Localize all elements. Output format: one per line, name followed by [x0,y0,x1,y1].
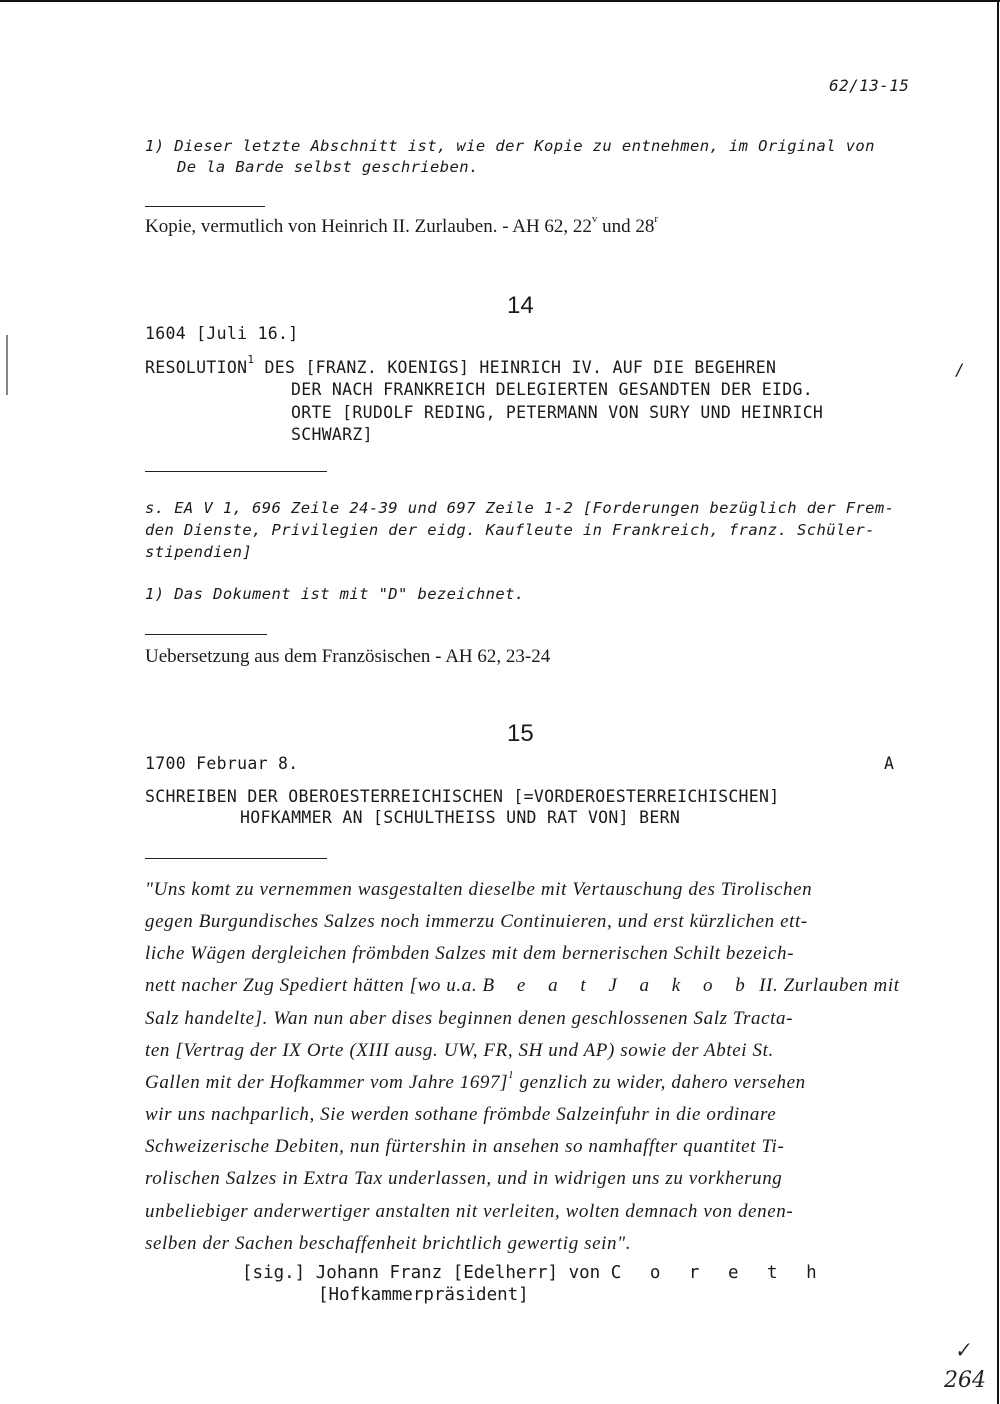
doc15-letter: A [884,754,895,773]
page-top-edge [0,0,1000,2]
spaced-name-beat-jakob: B e a t J a k o b [482,975,754,996]
doc14-title-word: RESOLUTION [145,358,248,377]
doc13-source-text: Kopie, vermutlich von Heinrich II. Zurlauben. - AH 62, 22 [145,216,592,237]
quote-line: gegen Burgundisches Salzes noch immerzu Continuieren, und erst kürzlichen ett- [145,911,808,932]
margin-slash-mark: / [955,360,965,379]
quote-line-spaced-name [145,975,900,997]
doc14-title-footnote-mark: 1 [247,353,255,366]
quote-line-head: Gallen mit der Hofkammer vom Jahre 1697] [145,1072,509,1093]
quote-line-with-footnote [145,1069,806,1094]
signature-name: C o r e t h [610,1263,826,1283]
doc15-date: 1700 Februar 8. [145,754,299,773]
doc14-source: Uebersetzung aus dem Französischen - AH 62, 23-24 [145,646,551,667]
separator-rule [145,206,265,207]
doc15-title-line-1: SCHREIBEN DER OBEROESTERREICHISCHEN [=VORDEROESTERREICHISCHEN] [145,787,780,806]
doc14-reference-line-3: stipendien] [145,543,253,561]
document-number-14: 14 [507,292,534,319]
doc14-title-line-2: DER NACH FRANKREICH DELEGIERTEN GESANDTEN DER EIDG. [291,380,813,399]
prev-footnote-line-2: De la Barde selbst geschrieben. [177,158,479,176]
doc14-title-rest: DES [FRANZ. KOENIGS] HEINRICH IV. AUF DIE BEGEHREN [254,358,777,377]
quote-line: wir uns nachparlich, Sie werden sothane frömbde Salzeinfuhr in die ordinare [145,1104,777,1125]
quote-line: selben der Sachen beschaffenheit brichtlich gewertig sein". [145,1233,632,1254]
handwritten-page-number: 264 [944,1368,986,1393]
doc13-source-sup-r: r [654,213,659,225]
doc14-date: 1604 [Juli 16.] [145,324,299,343]
doc14-title-line-3: ORTE [RUDOLF REDING, PETERMANN VON SURY UND HEINRICH [291,403,824,422]
quote-line: "Uns komt zu vernemmen wasgestalten dieselbe mit Vertauschung des Tirolischen [145,879,813,900]
signature-line [242,1263,826,1283]
quote-line-head: nett nacher Zug Spediert hätten [wo u.a. [145,975,483,996]
quote-line-tail: II. Zurlauben mit [753,975,900,996]
signature-prefix: [sig.] Johann Franz [Edelherr] von [242,1263,611,1283]
quote-line: ten [Vertrag der IX Orte (XIII ausg. UW, FR, SH und AP) sowie der Abtei St. [145,1040,774,1061]
doc14-title-line-4: SCHWARZ] [291,425,373,444]
doc15-title-line-2: HOFKAMMER AN [SCHULTHEISS UND RAT VON] BERN [240,808,681,827]
prev-footnote-line-1: 1) Dieser letzte Abschnitt ist, wie der Kopie zu entnehmen, im Original von [145,137,875,155]
quote-line: Salz handelte]. Wan nun aber dises beginnen denen geschlossenen Salz Tracta- [145,1008,794,1029]
doc13-source-mid: und 28 [597,216,655,237]
quote-footnote-mark: 1 [508,1069,515,1081]
page-right-edge [997,0,999,1404]
handwritten-check-mark: ✓ [952,1336,973,1364]
separator-rule [145,634,267,635]
quote-line-tail: genzlich zu wider, dahero versehen [514,1072,806,1093]
document-number-15: 15 [507,720,534,747]
doc14-reference-line-1: s. EA V 1, 696 Zeile 24-39 und 697 Zeile 1-2 [Forderungen bezüglich der Frem- [145,499,895,517]
quote-line: rolischen Salzes in Extra Tax underlassen, und in widrigen uns zu vorkherung [145,1168,783,1189]
scan-margin-artifact [6,335,8,395]
separator-rule [145,471,327,472]
doc13-source-sup-v: v [591,213,598,225]
doc14-footnote: 1) Das Dokument ist mit "D" bezeichnet. [145,585,525,603]
quote-line: unbeliebiger anderwertiger anstalten nit verleiten, wolten demnach von denen- [145,1201,794,1222]
quote-line: liche Wägen dergleichen frömbden Salzes mit dem bernerischen Schilt bezeich- [145,943,795,964]
signature-role: [Hofkammerpräsident] [318,1285,529,1305]
quote-line: Schweizerische Debiten, nun fürtershin in ansehen so namhaffter quantitet Ti- [145,1136,785,1157]
separator-rule [145,858,327,859]
doc13-source-line [145,213,659,238]
doc14-title-line-1 [145,353,777,377]
doc14-reference-line-2: den Dienste, Privilegien der eidg. Kaufleute in Frankreich, franz. Schüler- [145,521,875,539]
page-number: 62/13-15 [829,76,910,95]
